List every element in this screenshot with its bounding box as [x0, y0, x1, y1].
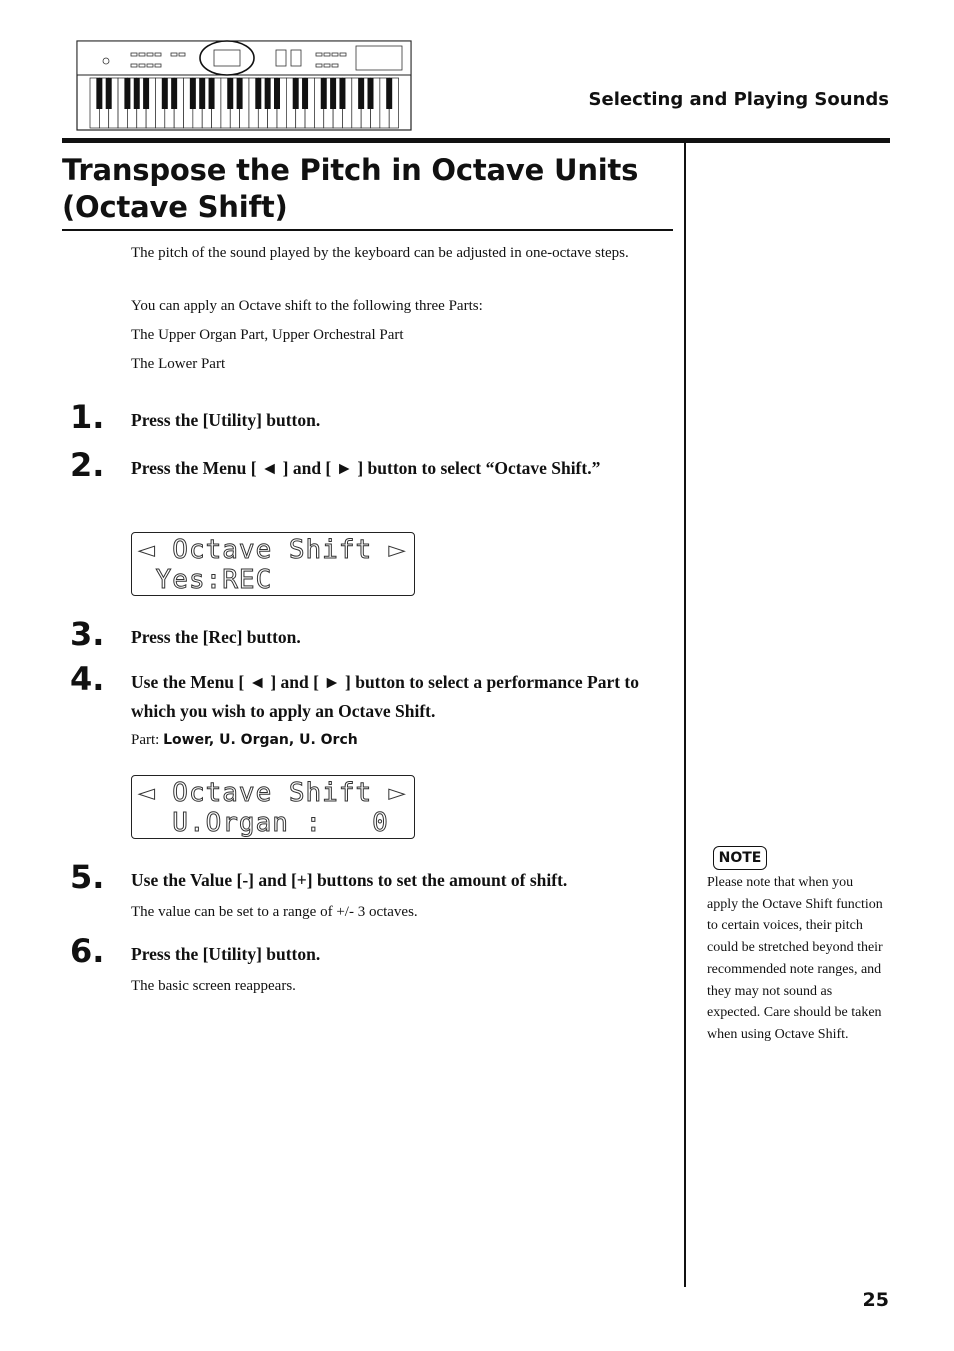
note-text: Please note that when you apply the Octave Shift function to certain voices, their pitch could be stretched beyond their recommended note ranges, and they may not sound as expected. Care should be taken when using Octave Shift. — [707, 875, 883, 1042]
note-badge: NOTE — [713, 846, 767, 870]
part-options — [131, 732, 358, 749]
lcd-2-line-1: ◄ Octave Shift ► — [139, 778, 406, 808]
lcd-display-1 — [131, 532, 415, 596]
black-key — [321, 78, 327, 109]
keyboard-illustration — [76, 40, 412, 131]
black-key — [171, 78, 177, 109]
top-rule — [62, 138, 890, 143]
step-5-note: The value can be set to a range of +/- 3 octaves. — [131, 904, 418, 920]
black-key — [368, 78, 374, 109]
step-number-1: 1. — [70, 398, 105, 436]
black-key — [227, 78, 233, 109]
intro-paragraph-2: You can apply an Octave shift to the following three Parts: — [131, 298, 483, 314]
lcd-display-2 — [131, 775, 415, 839]
black-key — [330, 78, 336, 109]
black-key — [302, 78, 308, 109]
step-number-3: 3. — [70, 615, 105, 653]
step-number-4: 4. — [70, 660, 105, 698]
black-key — [293, 78, 299, 109]
black-key — [255, 78, 261, 109]
black-key — [209, 78, 215, 109]
page-title — [62, 152, 682, 226]
black-key — [124, 78, 130, 109]
part-values: Lower, U. Organ, U. Orch — [163, 732, 358, 748]
section-title: Selecting and Playing Sounds — [588, 89, 889, 110]
lcd-2-line-2: U.Organ : 0 — [139, 808, 389, 838]
black-key — [162, 78, 168, 109]
intro-paragraph-1: The pitch of the sound played by the keyboard can be adjusted in one-octave steps. — [131, 245, 629, 261]
step-text-1: Press the [Utility] button. — [131, 410, 321, 430]
black-key — [339, 78, 345, 109]
black-key — [199, 78, 205, 109]
black-key — [106, 78, 112, 109]
black-key — [190, 78, 196, 109]
intro-paragraph-4: The Lower Part — [131, 356, 226, 372]
black-key — [274, 78, 280, 109]
step-text-2: Press the Menu [ ◄ ] and [ ► ] button to select “Octave Shift.” — [131, 458, 601, 478]
title-rule — [62, 229, 673, 231]
step-number-2: 2. — [70, 446, 105, 484]
step-number-6: 6. — [70, 932, 105, 970]
step-6-note: The basic screen reappears. — [131, 978, 296, 994]
step-text-3: Press the [Rec] button. — [131, 627, 301, 647]
step-text-6: Press the [Utility] button. — [131, 944, 321, 964]
part-label: Part: — [131, 732, 164, 748]
step-text-4: Use the Menu [ ◄ ] and [ ► ] button to select a performance Part to which you wish to apply an Octave Shift. — [131, 672, 640, 721]
black-key — [143, 78, 149, 109]
black-key — [386, 78, 392, 109]
intro-paragraph-3: The Upper Organ Part, Upper Orchestral Part — [131, 327, 404, 343]
column-divider — [684, 143, 686, 1287]
black-key — [265, 78, 271, 109]
step-text-5: Use the Value [-] and [+] buttons to set the amount of shift. — [131, 870, 568, 890]
title-line-2: (Octave Shift) — [62, 190, 288, 224]
page-number: 25 — [862, 1289, 889, 1311]
lcd-1-line-1: ◄ Octave Shift ► — [139, 535, 406, 565]
black-key — [237, 78, 243, 109]
title-line-1: Transpose the Pitch in Octave Units — [62, 153, 639, 187]
step-number-5: 5. — [70, 858, 105, 896]
black-key — [96, 78, 102, 109]
lcd-1-line-2: Yes:REC — [139, 565, 273, 595]
black-key — [134, 78, 140, 109]
black-key — [358, 78, 364, 109]
